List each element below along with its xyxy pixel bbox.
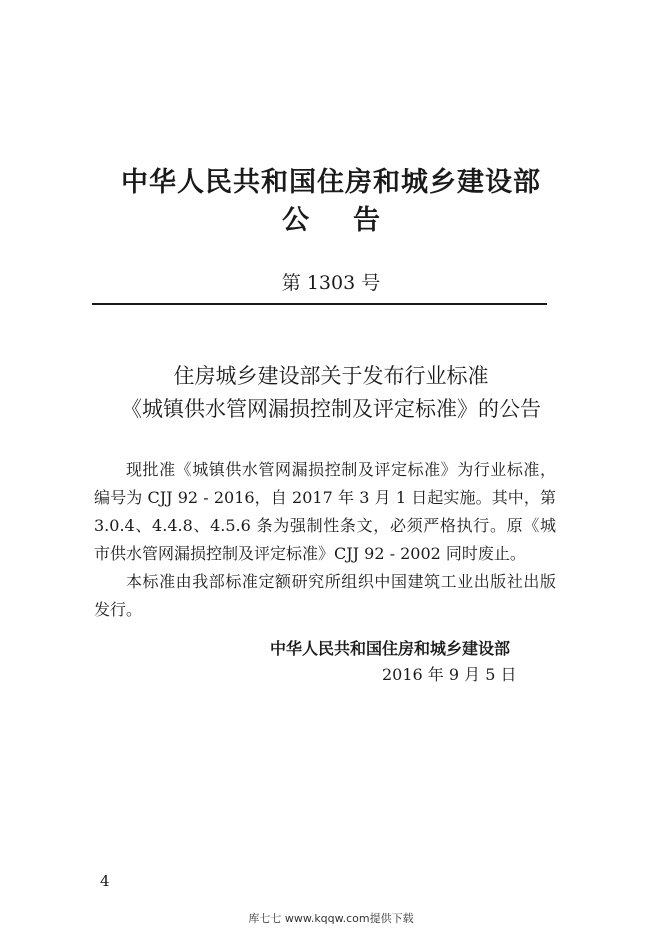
body-paragraph-1: 现批准《城镇供水管网漏损控制及评定标准》为行业标准，编号为 CJJ 92 - 2016，自 2017 年 3 月 1 日起实施。其中，第 3.0.4、4.4.8、4.5.6 条为强制性条文，必须严格执行。原《城市供水管网漏损控制及评定标准》CJJ 92 - 2002 同时废止。 [94, 460, 556, 563]
notice-title-char-2: 告 [353, 205, 380, 236]
signature-date: 2016 年 9 月 5 日 [382, 665, 517, 684]
body-paragraph-2: 本标准由我部标准定额研究所组织中国建筑工业出版社出版发行。 [94, 572, 556, 619]
page-number: 4 [100, 872, 110, 890]
header-divider [92, 303, 547, 305]
signature-block [270, 636, 570, 688]
announcement-body [94, 456, 556, 624]
subject-line-2: 《城镇供水管网漏损控制及评定标准》的公告 [121, 397, 541, 421]
ministry-title: 中华人民共和国住房和城乡建设部 [121, 167, 541, 198]
notice-title [0, 198, 662, 237]
notice-title-char-1: 公 [282, 205, 309, 236]
subject-line-1: 住房城乡建设部关于发布行业标准 [173, 364, 489, 388]
signature-organization: 中华人民共和国住房和城乡建设部 [270, 639, 511, 658]
document-number: 第 1303 号 [281, 272, 381, 294]
announcement-subject [0, 360, 662, 426]
download-watermark: 库七七 www.kqqw.com提供下载 [248, 912, 414, 925]
